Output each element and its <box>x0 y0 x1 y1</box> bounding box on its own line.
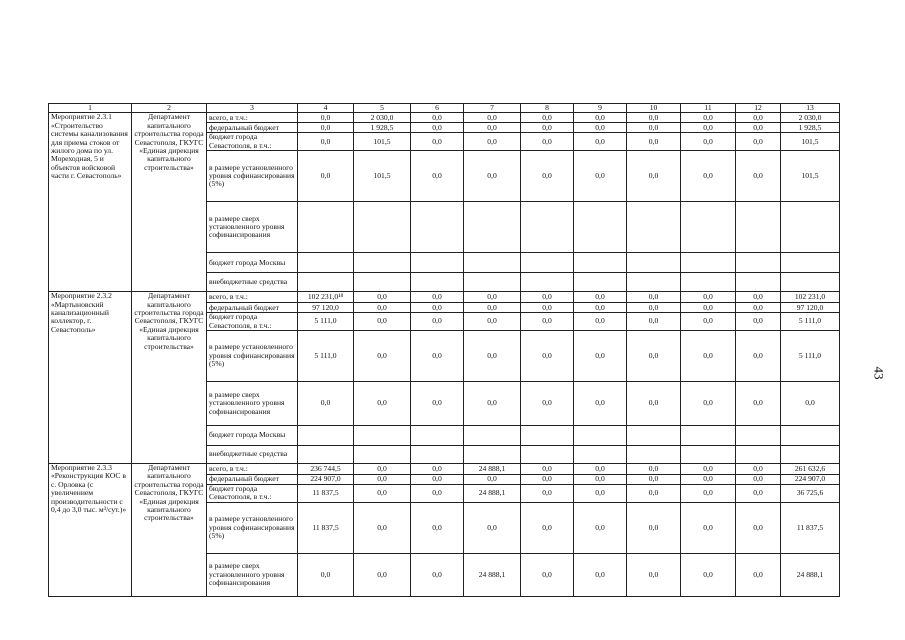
amount-cell: 0,0 <box>574 151 627 202</box>
amount-cell: 0,0 <box>627 133 681 151</box>
amount-cell: 0,0 <box>736 151 781 202</box>
amount-cell: 0,0 <box>736 475 781 485</box>
amount-cell <box>521 446 574 464</box>
amount-cell: 224 907,0 <box>298 475 354 485</box>
amount-cell: 0,0 <box>298 133 354 151</box>
amount-cell <box>736 426 781 446</box>
amount-cell <box>736 273 781 292</box>
amount-cell: 0,0 <box>521 292 574 303</box>
amount-cell: 0,0 <box>464 475 521 485</box>
funding-source-cell: в размере сверх установленного уровня софинансирования <box>207 202 298 253</box>
table-row <box>49 292 840 303</box>
amount-cell <box>574 202 627 253</box>
amount-cell: 0,0 <box>681 475 736 485</box>
amount-cell <box>681 202 736 253</box>
amount-cell: 2 030,0 <box>354 113 411 123</box>
amount-cell: 0,0 <box>736 313 781 331</box>
amount-cell: 0,0 <box>521 133 574 151</box>
amount-cell <box>298 273 354 292</box>
amount-cell <box>298 446 354 464</box>
column-number-header: 1 <box>49 104 132 113</box>
amount-cell <box>521 273 574 292</box>
amount-cell: 5 111,0 <box>781 313 840 331</box>
amount-cell <box>354 253 411 273</box>
column-number-header: 4 <box>298 104 354 113</box>
measure-name-cell: Мероприятие 2.3.3 «Реконструкция КОС в с. Орловка (с увеличением производительности с 0,4 до 3,0 тыс. м³/сут.)» <box>49 464 132 597</box>
budget-table <box>48 103 840 597</box>
amount-cell: 0,0 <box>521 313 574 331</box>
funding-source-cell: бюджет города Севастополя, в т.ч.: <box>207 485 298 503</box>
amount-cell: 0,0 <box>298 553 354 596</box>
page-number: 43 <box>871 366 887 380</box>
amount-cell: 0,0 <box>681 292 736 303</box>
amount-cell: 0,0 <box>627 502 681 553</box>
column-number-header: 13 <box>781 104 840 113</box>
amount-cell <box>574 253 627 273</box>
amount-cell: 0,0 <box>521 553 574 596</box>
amount-cell <box>736 446 781 464</box>
column-number-header: 12 <box>736 104 781 113</box>
amount-cell: 0,0 <box>627 313 681 331</box>
amount-cell: 0,0 <box>574 485 627 503</box>
amount-cell: 11 837,5 <box>298 485 354 503</box>
amount-cell: 0,0 <box>627 113 681 123</box>
amount-cell <box>627 426 681 446</box>
amount-cell: 0,0 <box>521 303 574 313</box>
amount-cell: 0,0 <box>411 382 464 426</box>
amount-cell: 0,0 <box>574 382 627 426</box>
amount-cell: 0,0 <box>411 464 464 475</box>
amount-cell <box>411 202 464 253</box>
amount-cell: 0,0 <box>574 303 627 313</box>
amount-cell: 0,0 <box>521 475 574 485</box>
amount-cell: 0,0 <box>681 331 736 382</box>
amount-cell: 0,0 <box>411 331 464 382</box>
amount-cell: 0,0 <box>464 133 521 151</box>
amount-cell <box>627 253 681 273</box>
amount-cell <box>781 253 840 273</box>
amount-cell: 0,0 <box>464 331 521 382</box>
amount-cell: 0,0 <box>521 113 574 123</box>
amount-cell: 0,0 <box>411 485 464 503</box>
amount-cell <box>681 446 736 464</box>
funding-source-cell: в размере установленного уровня софинансирования (5%) <box>207 151 298 202</box>
amount-cell: 0,0 <box>354 475 411 485</box>
amount-cell: 0,0 <box>298 151 354 202</box>
amount-cell: 0,0 <box>464 502 521 553</box>
amount-cell: 97 120,0 <box>298 303 354 313</box>
table-row <box>49 464 840 475</box>
amount-cell: 0,0 <box>681 133 736 151</box>
amount-cell: 0,0 <box>574 553 627 596</box>
amount-cell: 0,0 <box>736 464 781 475</box>
amount-cell <box>411 253 464 273</box>
amount-cell <box>411 446 464 464</box>
amount-cell: 0,0 <box>574 464 627 475</box>
amount-cell: 11 837,5 <box>781 502 840 553</box>
amount-cell: 0,0 <box>627 464 681 475</box>
amount-cell <box>736 202 781 253</box>
amount-cell: 5 111,0 <box>298 313 354 331</box>
amount-cell: 0,0 <box>464 123 521 133</box>
amount-cell <box>354 446 411 464</box>
executor-cell: Департамент капитального строительства города Севастополя, ГКУГС «Единая дирекция капитального строительства» <box>132 292 207 464</box>
amount-cell <box>627 273 681 292</box>
amount-cell: 102 231,0 <box>781 292 840 303</box>
executor-cell: Департамент капитального строительства города Севастополя, ГКУГС «Единая дирекция капитального строительства» <box>132 113 207 292</box>
amount-cell <box>521 426 574 446</box>
amount-cell: 0,0 <box>736 113 781 123</box>
column-number-header: 3 <box>207 104 298 113</box>
amount-cell: 0,0 <box>681 502 736 553</box>
amount-cell: 0,0 <box>681 464 736 475</box>
amount-cell: 0,0 <box>736 553 781 596</box>
column-number-header: 7 <box>464 104 521 113</box>
amount-cell: 0,0 <box>354 553 411 596</box>
amount-cell: 101,5 <box>354 151 411 202</box>
funding-source-cell: федеральный бюджет <box>207 475 298 485</box>
amount-cell: 24 888,1 <box>464 464 521 475</box>
column-number-header: 5 <box>354 104 411 113</box>
amount-cell: 0,0 <box>574 292 627 303</box>
amount-cell: 0,0 <box>464 292 521 303</box>
amount-cell: 97 120,0 <box>781 303 840 313</box>
amount-cell <box>574 426 627 446</box>
amount-cell: 0,0 <box>411 313 464 331</box>
funding-source-cell: в размере сверх установленного уровня софинансирования <box>207 382 298 426</box>
amount-cell <box>411 273 464 292</box>
amount-cell <box>627 202 681 253</box>
amount-cell: 0,0 <box>521 123 574 133</box>
amount-cell <box>521 253 574 273</box>
amount-cell: 0,0 <box>574 313 627 331</box>
amount-cell: 0,0 <box>574 475 627 485</box>
amount-cell: 0,0 <box>411 303 464 313</box>
amount-cell <box>681 426 736 446</box>
amount-cell: 0,0 <box>354 303 411 313</box>
amount-cell <box>681 273 736 292</box>
funding-source-cell: федеральный бюджет <box>207 303 298 313</box>
funding-source-cell: в размере установленного уровня софинансирования (5%) <box>207 331 298 382</box>
table-row <box>49 113 840 123</box>
funding-source-cell: всего, в т.ч.: <box>207 292 298 303</box>
amount-cell: 2 030,0 <box>781 113 840 123</box>
amount-cell: 36 725,6 <box>781 485 840 503</box>
amount-cell: 101,5 <box>354 133 411 151</box>
funding-source-cell: всего, в т.ч.: <box>207 113 298 123</box>
amount-cell: 0,0 <box>574 123 627 133</box>
amount-cell: 0,0 <box>464 303 521 313</box>
amount-cell: 24 888,1 <box>781 553 840 596</box>
amount-cell <box>464 253 521 273</box>
amount-cell: 0,0 <box>354 502 411 553</box>
amount-cell <box>781 446 840 464</box>
amount-cell: 0,0 <box>354 313 411 331</box>
amount-cell: 0,0 <box>411 113 464 123</box>
amount-cell: 101,5 <box>781 133 840 151</box>
amount-cell: 0,0 <box>521 464 574 475</box>
amount-cell <box>354 426 411 446</box>
amount-cell: 0,0 <box>681 382 736 426</box>
funding-source-cell: внебюджетные средства <box>207 273 298 292</box>
amount-cell <box>681 253 736 273</box>
amount-cell <box>627 446 681 464</box>
amount-cell: 0,0 <box>627 331 681 382</box>
amount-cell: 0,0 <box>411 292 464 303</box>
amount-cell: 0,0 <box>574 133 627 151</box>
amount-cell: 0,0 <box>521 151 574 202</box>
amount-cell: 0,0 <box>627 123 681 133</box>
column-number-header: 2 <box>132 104 207 113</box>
amount-cell <box>521 202 574 253</box>
amount-cell: 0,0 <box>354 485 411 503</box>
amount-cell <box>464 426 521 446</box>
amount-cell: 0,0 <box>627 485 681 503</box>
amount-cell: 261 632,6 <box>781 464 840 475</box>
amount-cell: 0,0 <box>681 485 736 503</box>
amount-cell: 0,0 <box>627 292 681 303</box>
amount-cell: 0,0 <box>354 382 411 426</box>
amount-cell: 0,0 <box>411 123 464 133</box>
amount-cell <box>781 202 840 253</box>
amount-cell: 24 888,1 <box>464 485 521 503</box>
amount-cell: 5 111,0 <box>298 331 354 382</box>
column-number-header: 9 <box>574 104 627 113</box>
amount-cell: 0,0 <box>627 303 681 313</box>
amount-cell: 0,0 <box>298 113 354 123</box>
funding-source-cell: бюджет города Москвы <box>207 426 298 446</box>
amount-cell: 1 928,5 <box>781 123 840 133</box>
amount-cell: 0,0 <box>681 313 736 331</box>
funding-source-cell: в размере сверх установленного уровня софинансирования <box>207 553 298 596</box>
table-header-row <box>49 104 840 113</box>
amount-cell: 236 744,5 <box>298 464 354 475</box>
amount-cell: 0,0 <box>521 331 574 382</box>
amount-cell: 0,0 <box>354 464 411 475</box>
amount-cell: 0,0 <box>736 133 781 151</box>
funding-source-cell: в размере установленного уровня софинансирования (5%) <box>207 502 298 553</box>
amount-cell <box>781 426 840 446</box>
amount-cell: 0,0 <box>411 151 464 202</box>
amount-cell <box>736 253 781 273</box>
amount-cell: 11 837,5 <box>298 502 354 553</box>
amount-cell <box>411 426 464 446</box>
amount-cell: 0,0 <box>298 382 354 426</box>
funding-source-cell: внебюджетные средства <box>207 446 298 464</box>
amount-cell: 0,0 <box>627 553 681 596</box>
amount-cell <box>298 426 354 446</box>
amount-cell <box>464 273 521 292</box>
amount-cell <box>298 253 354 273</box>
amount-cell <box>781 273 840 292</box>
amount-cell: 0,0 <box>736 382 781 426</box>
funding-source-cell: бюджет города Москвы <box>207 253 298 273</box>
amount-cell: 0,0 <box>627 475 681 485</box>
amount-cell: 224 907,0 <box>781 475 840 485</box>
amount-cell: 0,0 <box>574 502 627 553</box>
amount-cell <box>574 446 627 464</box>
column-number-header: 6 <box>411 104 464 113</box>
amount-cell <box>354 202 411 253</box>
amount-cell: 0,0 <box>521 382 574 426</box>
amount-cell: 0,0 <box>736 331 781 382</box>
amount-cell: 0,0 <box>464 113 521 123</box>
amount-cell: 101,5 <box>781 151 840 202</box>
column-number-header: 11 <box>681 104 736 113</box>
amount-cell: 0,0 <box>521 502 574 553</box>
amount-cell: 0,0 <box>411 475 464 485</box>
amount-cell: 0,0 <box>411 553 464 596</box>
amount-cell: 0,0 <box>681 113 736 123</box>
amount-cell: 0,0 <box>736 502 781 553</box>
amount-cell <box>298 202 354 253</box>
column-number-header: 10 <box>627 104 681 113</box>
amount-cell: 5 111,0 <box>781 331 840 382</box>
amount-cell: 0,0 <box>781 382 840 426</box>
amount-cell: 0,0 <box>736 303 781 313</box>
amount-cell: 0,0 <box>681 123 736 133</box>
executor-cell: Департамент капитального строительства города Севастополя, ГКУГС «Единая дирекция капитального строительства» <box>132 464 207 597</box>
funding-source-cell: федеральный бюджет <box>207 123 298 133</box>
amount-cell: 0,0 <box>736 292 781 303</box>
amount-cell: 0,0 <box>627 151 681 202</box>
amount-cell: 0,0 <box>298 123 354 133</box>
amount-cell: 0,0 <box>627 382 681 426</box>
amount-cell <box>464 446 521 464</box>
amount-cell: 0,0 <box>521 485 574 503</box>
amount-cell: 0,0 <box>411 502 464 553</box>
amount-cell: 102 231,0¹⁸ <box>298 292 354 303</box>
amount-cell <box>354 273 411 292</box>
amount-cell: 0,0 <box>681 553 736 596</box>
amount-cell: 0,0 <box>464 382 521 426</box>
amount-cell: 0,0 <box>411 133 464 151</box>
amount-cell: 1 928,5 <box>354 123 411 133</box>
funding-source-cell: бюджет города Севастополя, в т.ч.: <box>207 133 298 151</box>
amount-cell: 0,0 <box>681 303 736 313</box>
amount-cell: 0,0 <box>464 151 521 202</box>
funding-source-cell: всего, в т.ч.: <box>207 464 298 475</box>
amount-cell: 24 888,1 <box>464 553 521 596</box>
amount-cell: 0,0 <box>574 113 627 123</box>
amount-cell: 0,0 <box>464 313 521 331</box>
amount-cell: 0,0 <box>736 123 781 133</box>
amount-cell: 0,0 <box>574 331 627 382</box>
amount-cell: 0,0 <box>354 292 411 303</box>
measure-name-cell: Мероприятие 2.3.2 «Мартыновский канализационный коллектор, г. Севастополь» <box>49 292 132 464</box>
amount-cell <box>464 202 521 253</box>
amount-cell: 0,0 <box>354 331 411 382</box>
funding-source-cell: бюджет города Севастополя, в т.ч.: <box>207 313 298 331</box>
amount-cell: 0,0 <box>736 485 781 503</box>
measure-name-cell: Мероприятие 2.3.1 «Строительство системы канализования для приема стоков от жилого дома по ул. Мореходная, 5 и объектов войсковой части г. Севастополь» <box>49 113 132 292</box>
amount-cell: 0,0 <box>681 151 736 202</box>
column-number-header: 8 <box>521 104 574 113</box>
amount-cell <box>574 273 627 292</box>
